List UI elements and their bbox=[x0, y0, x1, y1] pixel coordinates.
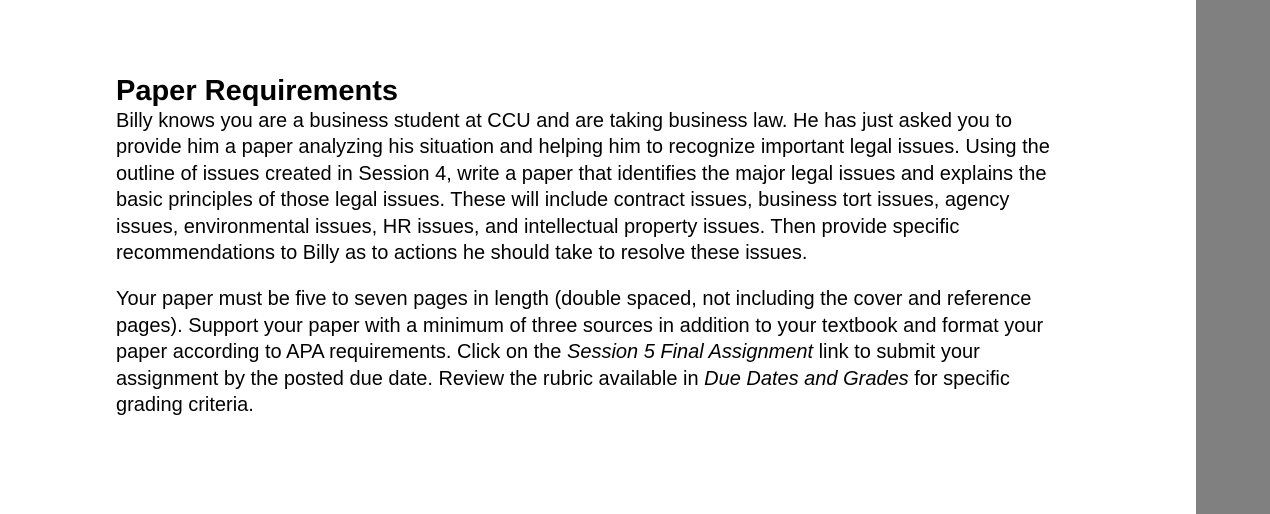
assignment-link-name: Session 5 Final Assignment bbox=[567, 341, 814, 364]
requirements-text-part2: link to submit your assignment by the posted due date. Review the rubric available in bbox=[116, 341, 980, 390]
paragraph-requirements bbox=[116, 286, 1066, 418]
paragraph-situation: Billy knows you are a business student at CCU and are taking business law. He has just asked you to provide him a paper analyzing his situation and helping him to recognize important legal issues. Using the outline of issues created in Session 4, write a paper that identifies the major legal issues and explains the basic principles of those legal issues. These will include contract issues, business tort issues, agency issues, environmental issues, HR issues, and intellectual property issues. Then provide specific recommendations to Billy as to actions he should take to resolve these issues. bbox=[116, 110, 1050, 265]
requirements-text-part1: Your paper must be five to seven pages in length (double spaced, not including the cover and reference pages). Support your paper with a minimum of three sources in addition to your textbook and format your paper according to APA requirements. Click on the bbox=[116, 288, 1044, 364]
due-dates-section-name: Due Dates and Grades bbox=[704, 367, 909, 390]
section-heading: Paper Requirements bbox=[116, 75, 399, 107]
document-content bbox=[116, 74, 1066, 418]
side-panel bbox=[1196, 0, 1270, 514]
requirements-text-part3: for specific grading criteria. bbox=[116, 367, 1010, 417]
